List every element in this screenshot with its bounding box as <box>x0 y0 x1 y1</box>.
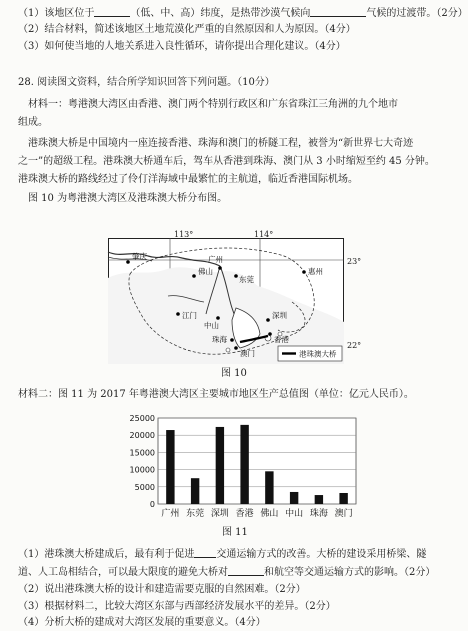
chart-x-tick-label: 深圳 <box>210 509 229 519</box>
q27-s1-text-a: （1）该地区位于 <box>18 8 95 19</box>
chart-bar <box>315 495 323 504</box>
fig11-caption: 图 11 <box>222 527 248 538</box>
q27-subquestion-2: （2）结合材料，简述该地区土地荒漠化严重的自然原因和人为原因。（4分） <box>18 24 356 35</box>
q28-subquestion-2: （2）说出港珠澳大桥的设计和建造需要克服的自然困难。（2分） <box>18 584 306 595</box>
answer-blank[interactable] <box>310 6 366 17</box>
q28-subquestion-1 <box>18 547 447 562</box>
chart-bar <box>240 425 248 504</box>
map-legend-label: 港珠澳大桥 <box>299 349 337 359</box>
map-city-macau: 澳门 <box>240 349 255 358</box>
map-city-zhaoqing: 肇庆 <box>132 252 147 261</box>
map-city-shenzhen: 深圳 <box>272 311 287 320</box>
q27-s1-text-b: （低、中、高）纬度，是热带沙漠气候向 <box>130 8 311 19</box>
map-city-guangzhou: 广州 <box>208 255 223 264</box>
q28-para-3: 港珠澳大桥的路线经过了伶仃洋海域中最繁忙的主航道，临近香港国际机场。 <box>18 174 358 185</box>
chart-y-tick-label: 10000 <box>129 465 155 475</box>
q27-s1-text-c: 气候的过渡带。（2分） <box>366 8 468 19</box>
q28-material-1-cont: 组成。 <box>18 117 48 128</box>
chart-bar <box>290 492 298 504</box>
bay-area-map <box>108 238 344 364</box>
map-lat-23: 23° <box>347 257 362 266</box>
map-city-zhongshan: 中山 <box>204 321 219 330</box>
q27-subquestion-1 <box>18 6 468 21</box>
answer-blank[interactable] <box>228 565 264 576</box>
q28-s1-text-d: 和航空等交通运输方式的影响。（2分） <box>264 567 436 578</box>
chart-y-tick-label: 5000 <box>134 482 155 492</box>
chart-x-tick-label: 澳门 <box>334 509 353 519</box>
chart-bar <box>191 478 199 504</box>
q28-material-2: 材料二：图 11 为 2017 年粤港澳大湾区主要城市地区生产总值图（单位：亿元人民币）。 <box>18 389 414 400</box>
q28-material-1: 材料一：粤港澳大湾区由香港、澳门两个特别行政区和广东省珠江三角洲的九个地市 <box>28 99 398 110</box>
q28-subquestion-3: （3）根据材料二，比较大湾区东部与西部经济发展水平的差异。（2分） <box>18 601 336 612</box>
gdp-bar-chart <box>118 412 363 524</box>
chart-x-tick-label: 香港 <box>235 509 254 519</box>
map-lat-22: 22° <box>347 341 362 350</box>
chart-y-tick-label: 0 <box>149 500 155 509</box>
chart-plot-area <box>158 418 356 504</box>
q28-s1-text-b: 交通运输方式的改善。大桥的建设采用桥梁、隧 <box>216 549 427 560</box>
map-lon-114: 114° <box>254 230 274 239</box>
chart-x-tick-label: 珠海 <box>309 509 328 519</box>
fig10-caption: 图 10 <box>221 368 247 379</box>
q28-subquestion-4: （4）分析大桥的建成对大湾区发展的重要意义。（4分） <box>18 617 266 628</box>
q28-s1-text-c: 道、人工岛相结合，可以最大限度的避免大桥对 <box>18 567 228 578</box>
chart-y-tick-label: 15000 <box>129 448 155 458</box>
chart-bar <box>166 430 174 504</box>
map-lon-113: 113° <box>174 230 194 239</box>
q28-para-2: 之一”的超级工程。港珠澳大桥通车后，驾车从香港到珠海、澳门从 3 小时缩短至约 45 分钟。 <box>18 156 435 167</box>
chart-x-tick-label: 中山 <box>285 509 304 519</box>
q28-s1-text-a: （1）港珠澳大桥建成后，最有利于促进 <box>18 549 195 560</box>
chart-bar <box>265 471 273 504</box>
chart-x-tick-label: 东莞 <box>186 509 205 519</box>
q27-subquestion-3: （3）如何使当地的人地关系进入良性循环，请你提出合理化建议。（4分） <box>18 41 346 52</box>
map-city-zhuhai: 珠海 <box>212 335 227 344</box>
fig10-intro: 图 10 为粤港澳大湾区及港珠澳大桥分布图。 <box>28 193 228 204</box>
chart-bar <box>339 493 347 504</box>
chart-y-tick-label: 20000 <box>129 431 155 441</box>
chart-x-tick-label: 广州 <box>161 509 180 519</box>
q28-heading: 28. 阅读图文资料，结合所学知识回答下列问题。（10分） <box>18 77 275 88</box>
map-city-hongkong: 香港 <box>274 335 289 344</box>
chart-x-tick-label: 佛山 <box>260 509 279 519</box>
q28-subquestion-1-cont <box>18 565 447 580</box>
answer-blank[interactable] <box>194 547 216 558</box>
answer-blank[interactable] <box>94 6 130 17</box>
q28-para-1: 港珠澳大桥是中国境内一座连接香港、珠海和澳门的桥隧工程，被誉为“新世界七大奇迹 <box>28 138 414 149</box>
map-city-huizhou: 惠州 <box>308 267 323 276</box>
chart-bar <box>216 427 224 504</box>
map-city-foshan: 佛山 <box>198 267 213 276</box>
map-city-dongguan: 东莞 <box>239 275 254 284</box>
map-city-jiangmen: 江门 <box>182 311 197 320</box>
chart-y-tick-label: 25000 <box>129 414 155 423</box>
